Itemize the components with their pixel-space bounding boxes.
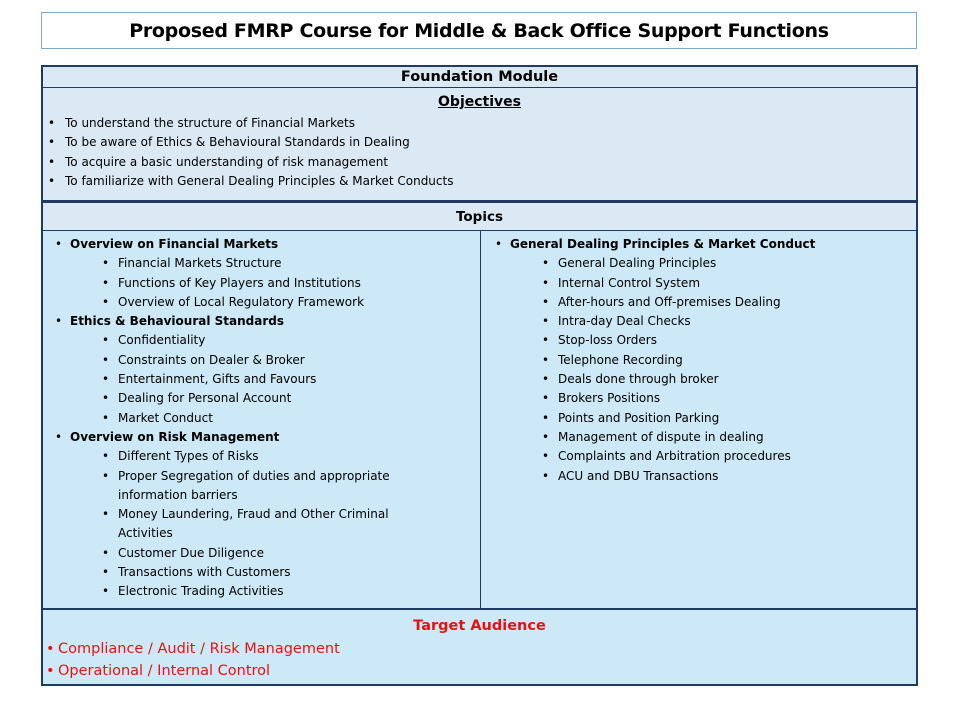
topic-item: • Brokers Positions <box>481 389 916 408</box>
topic-group-title: • General Dealing Principles & Market Conduct <box>481 235 916 254</box>
module-title: Foundation Module <box>400 69 559 85</box>
topics-heading: Topics <box>455 208 504 225</box>
topics-left-column <box>43 231 481 609</box>
audience-item: • Compliance / Audit / Risk Management <box>43 638 916 660</box>
topics-right-column <box>481 231 916 609</box>
topic-group-title: • Ethics & Behavioural Standards <box>43 312 480 331</box>
topics-left-list <box>43 235 480 602</box>
topic-item: • Constraints on Dealer & Broker <box>43 351 480 370</box>
topic-item: • Deals done through broker <box>481 370 916 389</box>
audience-item: • Operational / Internal Control <box>43 660 916 682</box>
topic-group-title: • Overview on Financial Markets <box>43 235 480 254</box>
topic-item: • Internal Control System <box>481 274 916 293</box>
target-audience-heading: Target Audience <box>413 618 546 634</box>
topic-item: • Financial Markets Structure <box>43 254 480 273</box>
objectives-heading: Objectives <box>438 94 521 110</box>
topic-item: • ACU and DBU Transactions <box>481 467 916 486</box>
objectives-list <box>43 114 916 191</box>
topic-item: • Dealing for Personal Account <box>43 389 480 408</box>
target-audience-list <box>43 638 916 682</box>
topic-item: • Telephone Recording <box>481 351 916 370</box>
topic-item: • Money Laundering, Fraud and Other Criminal Activities <box>43 505 480 544</box>
topic-item: • After-hours and Off-premises Dealing <box>481 293 916 312</box>
topics-right-list <box>481 235 916 486</box>
topic-item: • Functions of Key Players and Institutions <box>43 274 480 293</box>
module-header <box>41 65 918 89</box>
objective-item: • To familiarize with General Dealing Principles & Market Conducts <box>43 172 916 191</box>
topic-item: • Customer Due Diligence <box>43 544 480 563</box>
topic-item: • Transactions with Customers <box>43 563 480 582</box>
topic-item: • Complaints and Arbitration procedures <box>481 447 916 466</box>
target-audience-section <box>41 608 918 686</box>
topic-item: • Electronic Trading Activities <box>43 582 480 601</box>
objective-item: • To acquire a basic understanding of risk management <box>43 153 916 172</box>
objectives-section <box>41 88 918 202</box>
topic-item: • Confidentiality <box>43 331 480 350</box>
topic-item: • Points and Position Parking <box>481 409 916 428</box>
topic-item: • Stop-loss Orders <box>481 331 916 350</box>
topics-section <box>41 231 918 609</box>
topic-item: • Intra-day Deal Checks <box>481 312 916 331</box>
page-title-box <box>41 12 917 49</box>
topic-item: • Entertainment, Gifts and Favours <box>43 370 480 389</box>
topic-item: • Overview of Local Regulatory Framework <box>43 293 480 312</box>
topic-item: • Proper Segregation of duties and appropriate information barriers <box>43 467 480 506</box>
topic-item: • Different Types of Risks <box>43 447 480 466</box>
topic-item: • Market Conduct <box>43 409 480 428</box>
topic-item: • General Dealing Principles <box>481 254 916 273</box>
objective-item: • To understand the structure of Financial Markets <box>43 114 916 133</box>
page-title: Proposed FMRP Course for Middle & Back Office Support Functions <box>129 19 829 42</box>
topic-group-title: • Overview on Risk Management <box>43 428 480 447</box>
topic-item: • Management of dispute in dealing <box>481 428 916 447</box>
topics-header <box>41 201 918 232</box>
objective-item: • To be aware of Ethics & Behavioural Standards in Dealing <box>43 133 916 152</box>
